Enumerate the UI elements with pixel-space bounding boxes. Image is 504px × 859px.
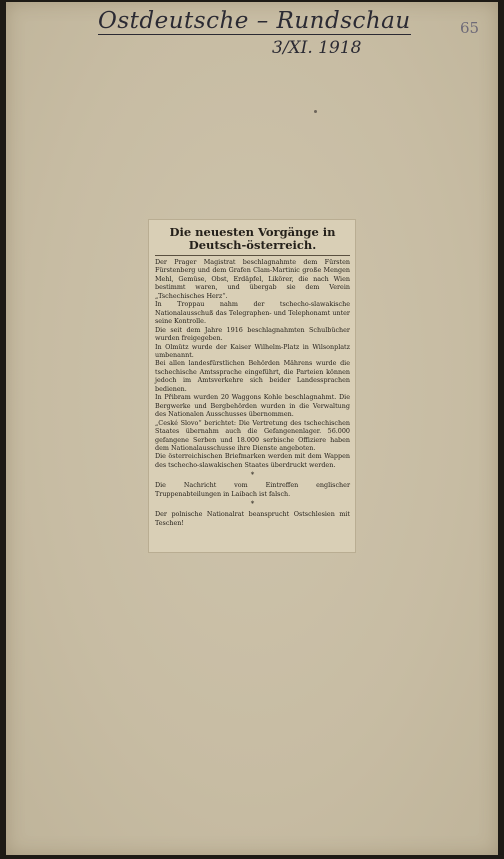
clipping-body: [155, 258, 350, 527]
handwritten-date: 3/XI. 1918: [272, 38, 362, 58]
clipping-paragraph: Bei allen landesfürstlichen Behörden Mährens wurde die tschechische Amtssprache eingeführt, die Parteien können jedoch im Amtsverkehre sich beider Landessprachen bedienen.: [155, 359, 350, 393]
clipping-paragraph: In Přibram wurden 20 Waggons Kohle beschlagnahmt. Die Bergwerke und Bergbehörden wurden in die Verwaltung des Nationalen Ausschusses übernommen.: [155, 393, 350, 419]
section-separator: *: [250, 500, 255, 509]
clipping-paragraph: Die österreichischen Briefmarken werden mit dem Wappen des tschecho-slawakischen Staates überdruckt werden.: [155, 452, 350, 469]
clipping-paragraph: In Olmütz wurde der Kaiser Wilhelm-Platz in Wilsonplatz umbenannt.: [155, 342, 350, 359]
clipping-paragraph: Der Prager Magistrat beschlagnahmte dem Fürsten Fürstenberg und dem Grafen Clam-Martinic große Mengen Mehl, Gemüse, Obst, Erdäpfel, Likörer, die nach Wien bestimmt waren, und übergab sie dem Verein „Tschechisches Herz“.: [155, 258, 350, 300]
clipping-paragraph: Die seit dem Jahre 1916 beschlagnahmten Schulbücher wurden freigegeben.: [155, 325, 350, 343]
clipping-headline: Die neuesten Vorgänge in Deutsch-österreich.: [155, 224, 350, 256]
paper-spot: [314, 110, 317, 113]
archive-page: [6, 2, 498, 855]
clipping-paragraph: Die Nachricht vom Eintreffen englischer Truppenabteilungen in Laibach ist falsch.: [155, 481, 350, 498]
clipping-paragraph: „Ceské Slovo“ berichtet: Die Vertretung des tschechischen Staates übernahm auch die Gefangenenlager. 56.000 gefangene Serben und 18.000 serbische Offiziere haben dem Nationalausschusse ihre Dienste angeboten.: [155, 418, 350, 452]
handwritten-newspaper-name: Ostdeutsche – Rundschau: [98, 8, 411, 34]
section-separator: *: [250, 471, 255, 480]
handwritten-page-number: 65: [460, 19, 480, 37]
newspaper-clipping: [149, 220, 355, 552]
clipping-paragraph: Der polnische Nationalrat beansprucht Ostschlesien mit Teschen!: [155, 510, 350, 527]
clipping-paragraph: In Troppau nahm der tschecho-slawakische Nationalausschuß das Telegraphen- und Telephonamt unter seine Kontrolle.: [155, 300, 350, 326]
